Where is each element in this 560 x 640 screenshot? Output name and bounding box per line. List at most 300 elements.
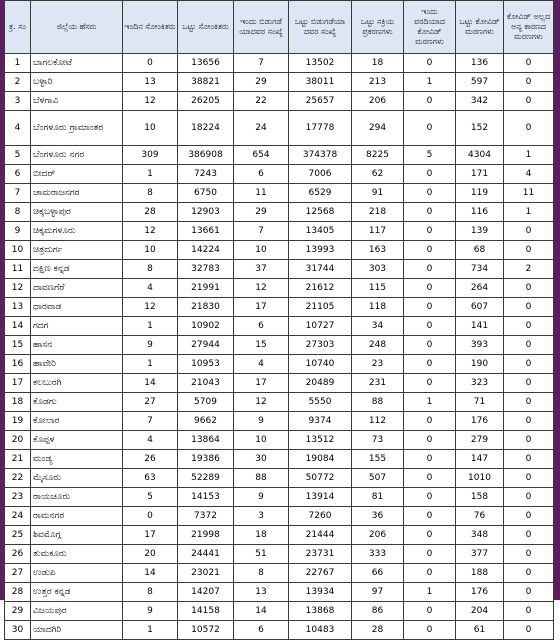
non-covid-deaths-cell: 0 — [504, 431, 554, 450]
table-row — [5, 336, 554, 355]
district-name-cell: ಉಡುಪಿ — [31, 564, 123, 583]
serial-no-cell: 10 — [5, 241, 31, 260]
discharged-today-cell: 37 — [234, 260, 289, 279]
total-cases-cell: 21998 — [178, 526, 234, 545]
total-discharged-cell: 13502 — [289, 54, 352, 73]
table-row — [5, 54, 554, 73]
todays-cases-cell: 63 — [123, 469, 178, 488]
serial-no-cell: 14 — [5, 317, 31, 336]
non-covid-deaths-cell: 0 — [504, 92, 554, 111]
discharged-today-cell: 88 — [234, 469, 289, 488]
total-cases-cell: 386908 — [178, 146, 234, 165]
todays-cases-cell: 14 — [123, 374, 178, 393]
todays-cases-cell: 13 — [123, 73, 178, 92]
district-name-cell: ಗದಗ — [31, 317, 123, 336]
deaths-today-cell: 0 — [404, 450, 456, 469]
total-deaths-cell: 734 — [456, 260, 504, 279]
discharged-today-cell: 51 — [234, 545, 289, 564]
deaths-today-cell: 0 — [404, 355, 456, 374]
total-discharged-cell: 7006 — [289, 165, 352, 184]
discharged-today-cell: 29 — [234, 73, 289, 92]
active-cases-cell: 218 — [352, 203, 404, 222]
table-row — [5, 165, 554, 184]
total-discharged-cell: 6529 — [289, 184, 352, 203]
total-discharged-cell: 374378 — [289, 146, 352, 165]
non-covid-deaths-cell: 0 — [504, 450, 554, 469]
serial-no-cell: 30 — [5, 621, 31, 640]
serial-no-cell: 22 — [5, 469, 31, 488]
active-cases-cell: 333 — [352, 545, 404, 564]
total-deaths-cell: 136 — [456, 54, 504, 73]
discharged-today-cell: 18 — [234, 526, 289, 545]
discharged-today-cell: 30 — [234, 450, 289, 469]
deaths-today-cell: 0 — [404, 336, 456, 355]
total-discharged-cell: 10727 — [289, 317, 352, 336]
total-discharged-cell: 21444 — [289, 526, 352, 545]
district-name-cell: ಕೊಪ್ಪಳ — [31, 431, 123, 450]
total-cases-cell: 14207 — [178, 583, 234, 602]
todays-cases-cell: 10 — [123, 241, 178, 260]
deaths-today-cell: 0 — [404, 488, 456, 507]
discharged-today-cell: 9 — [234, 488, 289, 507]
district-name-cell: ಬೀದರ್ — [31, 165, 123, 184]
serial-no-cell: 8 — [5, 203, 31, 222]
total-deaths-cell: 171 — [456, 165, 504, 184]
total-deaths-cell: 158 — [456, 488, 504, 507]
table-row — [5, 92, 554, 111]
deaths-today-cell: 0 — [404, 564, 456, 583]
todays-cases-cell: 17 — [123, 526, 178, 545]
total-cases-cell: 19386 — [178, 450, 234, 469]
total-deaths-cell: 119 — [456, 184, 504, 203]
discharged-today-cell: 12 — [234, 393, 289, 412]
total-cases-cell: 13656 — [178, 54, 234, 73]
total-cases-cell: 13864 — [178, 431, 234, 450]
active-cases-cell: 248 — [352, 336, 404, 355]
total-cases-cell: 26205 — [178, 92, 234, 111]
active-cases-cell: 294 — [352, 111, 404, 146]
district-name-cell: ಮೈಸೂರು — [31, 469, 123, 488]
deaths-today-cell: 1 — [404, 583, 456, 602]
table-row — [5, 526, 554, 545]
total-cases-cell: 38821 — [178, 73, 234, 92]
total-discharged-cell: 23731 — [289, 545, 352, 564]
table-row — [5, 393, 554, 412]
total-deaths-cell: 597 — [456, 73, 504, 92]
total-deaths-cell: 61 — [456, 621, 504, 640]
non-covid-deaths-cell: 4 — [504, 165, 554, 184]
non-covid-deaths-cell: 0 — [504, 583, 554, 602]
serial-no-cell: 4 — [5, 111, 31, 146]
active-cases-cell: 28 — [352, 621, 404, 640]
total-cases-cell: 32783 — [178, 260, 234, 279]
total-cases-cell: 14158 — [178, 602, 234, 621]
table-row — [5, 241, 554, 260]
district-name-cell: ಬೆಳಗಾವಿ — [31, 92, 123, 111]
serial-no-cell: 29 — [5, 602, 31, 621]
discharged-today-cell: 10 — [234, 431, 289, 450]
total-deaths-cell: 1010 — [456, 469, 504, 488]
total-deaths-cell: 141 — [456, 317, 504, 336]
serial-no-cell: 2 — [5, 73, 31, 92]
non-covid-deaths-cell: 1 — [504, 146, 554, 165]
todays-cases-cell: 9 — [123, 336, 178, 355]
serial-no-cell: 12 — [5, 279, 31, 298]
active-cases-cell: 62 — [352, 165, 404, 184]
header-district-name: ಜಿಲ್ಲೆಯ ಹೆಸರು — [31, 1, 123, 54]
todays-cases-cell: 12 — [123, 298, 178, 317]
non-covid-deaths-cell: 0 — [504, 73, 554, 92]
district-name-cell: ಕಲಬುರಗಿ — [31, 374, 123, 393]
total-discharged-cell: 31744 — [289, 260, 352, 279]
serial-no-cell: 23 — [5, 488, 31, 507]
discharged-today-cell: 11 — [234, 184, 289, 203]
active-cases-cell: 507 — [352, 469, 404, 488]
active-cases-cell: 112 — [352, 412, 404, 431]
district-name-cell: ಹಾಸನ — [31, 336, 123, 355]
total-discharged-cell: 13512 — [289, 431, 352, 450]
total-deaths-cell: 264 — [456, 279, 504, 298]
deaths-today-cell: 0 — [404, 54, 456, 73]
todays-cases-cell: 28 — [123, 203, 178, 222]
header-total-discharged: ಒಟ್ಟು ಬಿಡುಗಡೆಯಾ ದವರ ಸಂಖ್ಯೆ — [289, 1, 352, 54]
total-cases-cell: 6750 — [178, 184, 234, 203]
todays-cases-cell: 12 — [123, 92, 178, 111]
total-deaths-cell: 393 — [456, 336, 504, 355]
total-cases-cell: 10572 — [178, 621, 234, 640]
district-name-cell: ಬಾಗಲಕೋಟೆ — [31, 54, 123, 73]
deaths-today-cell: 0 — [404, 374, 456, 393]
total-discharged-cell: 21105 — [289, 298, 352, 317]
todays-cases-cell: 12 — [123, 222, 178, 241]
serial-no-cell: 26 — [5, 545, 31, 564]
discharged-today-cell: 17 — [234, 374, 289, 393]
discharged-today-cell: 7 — [234, 54, 289, 73]
header-total-deaths: ಒಟ್ಟು ಕೋವಿಡ್ ಮರಣಗಳು — [456, 1, 504, 54]
active-cases-cell: 155 — [352, 450, 404, 469]
discharged-today-cell: 9 — [234, 412, 289, 431]
total-discharged-cell: 13914 — [289, 488, 352, 507]
district-name-cell: ಚಿಕ್ಕಬಳ್ಳಾಪುರ — [31, 203, 123, 222]
total-cases-cell: 7243 — [178, 165, 234, 184]
todays-cases-cell: 8 — [123, 583, 178, 602]
serial-no-cell: 19 — [5, 412, 31, 431]
active-cases-cell: 303 — [352, 260, 404, 279]
total-discharged-cell: 7260 — [289, 507, 352, 526]
header-non-covid-deaths: ಕೋವಿಡ್ ಅಲ್ಲದ ಅನ್ಯ ಕಾರಣದ ಮರಣಗಳು — [504, 1, 554, 54]
active-cases-cell: 163 — [352, 241, 404, 260]
discharged-today-cell: 6 — [234, 317, 289, 336]
total-deaths-cell: 71 — [456, 393, 504, 412]
total-cases-cell: 9662 — [178, 412, 234, 431]
discharged-today-cell: 13 — [234, 583, 289, 602]
total-deaths-cell: 342 — [456, 92, 504, 111]
district-name-cell: ಮಂಡ್ಯ — [31, 450, 123, 469]
deaths-today-cell: 0 — [404, 507, 456, 526]
total-discharged-cell: 38011 — [289, 73, 352, 92]
total-deaths-cell: 176 — [456, 583, 504, 602]
active-cases-cell: 81 — [352, 488, 404, 507]
table-row — [5, 469, 554, 488]
district-name-cell: ವಿಜಯಪುರ — [31, 602, 123, 621]
table-row — [5, 621, 554, 640]
header-row — [5, 1, 554, 54]
total-deaths-cell: 4304 — [456, 146, 504, 165]
todays-cases-cell: 0 — [123, 507, 178, 526]
district-name-cell: ಹಾವೇರಿ — [31, 355, 123, 374]
todays-cases-cell: 4 — [123, 431, 178, 450]
district-name-cell: ತುಮಕೂರು — [31, 545, 123, 564]
serial-no-cell: 27 — [5, 564, 31, 583]
deaths-today-cell: 0 — [404, 412, 456, 431]
active-cases-cell: 34 — [352, 317, 404, 336]
total-deaths-cell: 68 — [456, 241, 504, 260]
total-cases-cell: 14153 — [178, 488, 234, 507]
district-name-cell: ಉತ್ತರ ಕನ್ನಡ — [31, 583, 123, 602]
todays-cases-cell: 0 — [123, 54, 178, 73]
total-cases-cell: 5709 — [178, 393, 234, 412]
active-cases-cell: 206 — [352, 526, 404, 545]
discharged-today-cell: 7 — [234, 222, 289, 241]
total-discharged-cell: 13405 — [289, 222, 352, 241]
active-cases-cell: 36 — [352, 507, 404, 526]
todays-cases-cell: 5 — [123, 488, 178, 507]
serial-no-cell: 5 — [5, 146, 31, 165]
todays-cases-cell: 7 — [123, 412, 178, 431]
serial-no-cell: 9 — [5, 222, 31, 241]
todays-cases-cell: 9 — [123, 602, 178, 621]
table-row — [5, 374, 554, 393]
deaths-today-cell: 0 — [404, 165, 456, 184]
total-cases-cell: 13661 — [178, 222, 234, 241]
total-deaths-cell: 279 — [456, 431, 504, 450]
district-name-cell: ಚಾಮರಾಜನಗರ — [31, 184, 123, 203]
total-discharged-cell: 20489 — [289, 374, 352, 393]
district-name-cell: ಯಾದಗಿರಿ — [31, 621, 123, 640]
total-cases-cell: 52289 — [178, 469, 234, 488]
non-covid-deaths-cell: 0 — [504, 621, 554, 640]
non-covid-deaths-cell: 0 — [504, 336, 554, 355]
total-cases-cell: 7372 — [178, 507, 234, 526]
active-cases-cell: 206 — [352, 92, 404, 111]
serial-no-cell: 3 — [5, 92, 31, 111]
total-deaths-cell: 323 — [456, 374, 504, 393]
discharged-today-cell: 4 — [234, 355, 289, 374]
serial-no-cell: 21 — [5, 450, 31, 469]
total-cases-cell: 23021 — [178, 564, 234, 583]
deaths-today-cell: 1 — [404, 73, 456, 92]
serial-no-cell: 7 — [5, 184, 31, 203]
active-cases-cell: 86 — [352, 602, 404, 621]
non-covid-deaths-cell: 11 — [504, 184, 554, 203]
total-cases-cell: 14224 — [178, 241, 234, 260]
header-total-cases: ಒಟ್ಟು ಸೋಂಕಿತರು — [178, 1, 234, 54]
table-row — [5, 488, 554, 507]
deaths-today-cell: 1 — [404, 393, 456, 412]
discharged-today-cell: 29 — [234, 203, 289, 222]
active-cases-cell: 88 — [352, 393, 404, 412]
non-covid-deaths-cell: 0 — [504, 374, 554, 393]
total-deaths-cell: 188 — [456, 564, 504, 583]
active-cases-cell: 213 — [352, 73, 404, 92]
total-deaths-cell: 607 — [456, 298, 504, 317]
non-covid-deaths-cell: 0 — [504, 545, 554, 564]
non-covid-deaths-cell: 0 — [504, 507, 554, 526]
table-row — [5, 431, 554, 450]
non-covid-deaths-cell: 0 — [504, 279, 554, 298]
total-cases-cell: 21830 — [178, 298, 234, 317]
deaths-today-cell: 0 — [404, 431, 456, 450]
total-discharged-cell: 13993 — [289, 241, 352, 260]
serial-no-cell: 18 — [5, 393, 31, 412]
total-discharged-cell: 17778 — [289, 111, 352, 146]
deaths-today-cell: 0 — [404, 184, 456, 203]
serial-no-cell: 6 — [5, 165, 31, 184]
total-cases-cell: 27944 — [178, 336, 234, 355]
total-deaths-cell: 190 — [456, 355, 504, 374]
discharged-today-cell: 6 — [234, 165, 289, 184]
todays-cases-cell: 8 — [123, 184, 178, 203]
total-deaths-cell: 76 — [456, 507, 504, 526]
non-covid-deaths-cell: 2 — [504, 260, 554, 279]
district-name-cell: ದಾವಣಗೆರೆ — [31, 279, 123, 298]
table-row — [5, 450, 554, 469]
active-cases-cell: 73 — [352, 431, 404, 450]
discharged-today-cell: 10 — [234, 241, 289, 260]
non-covid-deaths-cell: 0 — [504, 222, 554, 241]
table-row — [5, 412, 554, 431]
district-covid-table — [4, 0, 554, 640]
deaths-today-cell: 0 — [404, 602, 456, 621]
total-discharged-cell: 13934 — [289, 583, 352, 602]
district-name-cell: ಶಿವಮೊಗ್ಗ — [31, 526, 123, 545]
serial-no-cell: 20 — [5, 431, 31, 450]
total-cases-cell: 12903 — [178, 203, 234, 222]
todays-cases-cell: 10 — [123, 111, 178, 146]
total-deaths-cell: 176 — [456, 412, 504, 431]
active-cases-cell: 23 — [352, 355, 404, 374]
header-deaths-today: ಇಂದು ವರದಿಯಾದ ಕೋವಿಡ್ ಮರಣಗಳು — [404, 1, 456, 54]
serial-no-cell: 15 — [5, 336, 31, 355]
total-discharged-cell: 27303 — [289, 336, 352, 355]
total-cases-cell: 21043 — [178, 374, 234, 393]
total-discharged-cell: 50772 — [289, 469, 352, 488]
deaths-today-cell: 0 — [404, 526, 456, 545]
total-discharged-cell: 13868 — [289, 602, 352, 621]
total-discharged-cell: 10483 — [289, 621, 352, 640]
deaths-today-cell: 0 — [404, 469, 456, 488]
total-deaths-cell: 147 — [456, 450, 504, 469]
todays-cases-cell: 1 — [123, 355, 178, 374]
total-deaths-cell: 152 — [456, 111, 504, 146]
table-row — [5, 184, 554, 203]
deaths-today-cell: 0 — [404, 260, 456, 279]
non-covid-deaths-cell: 0 — [504, 317, 554, 336]
district-covid-table-sheet — [4, 0, 553, 635]
non-covid-deaths-cell: 1 — [504, 203, 554, 222]
total-discharged-cell: 19084 — [289, 450, 352, 469]
deaths-today-cell: 0 — [404, 111, 456, 146]
todays-cases-cell: 4 — [123, 279, 178, 298]
district-name-cell: ಧಾರವಾಡ — [31, 298, 123, 317]
non-covid-deaths-cell: 0 — [504, 412, 554, 431]
district-name-cell: ಕೊಡಗು — [31, 393, 123, 412]
active-cases-cell: 18 — [352, 54, 404, 73]
serial-no-cell: 28 — [5, 583, 31, 602]
total-deaths-cell: 377 — [456, 545, 504, 564]
active-cases-cell: 117 — [352, 222, 404, 241]
discharged-today-cell: 24 — [234, 111, 289, 146]
total-cases-cell: 18224 — [178, 111, 234, 146]
todays-cases-cell: 20 — [123, 545, 178, 564]
deaths-today-cell: 5 — [404, 146, 456, 165]
non-covid-deaths-cell: 0 — [504, 111, 554, 146]
district-name-cell: ರಾಯಚೂರು — [31, 488, 123, 507]
table-row — [5, 203, 554, 222]
total-cases-cell: 10902 — [178, 317, 234, 336]
table-row — [5, 111, 554, 146]
todays-cases-cell: 8 — [123, 260, 178, 279]
non-covid-deaths-cell: 0 — [504, 298, 554, 317]
deaths-today-cell: 0 — [404, 241, 456, 260]
table-body — [5, 54, 554, 640]
discharged-today-cell: 3 — [234, 507, 289, 526]
table-row — [5, 355, 554, 374]
total-discharged-cell: 9374 — [289, 412, 352, 431]
todays-cases-cell: 26 — [123, 450, 178, 469]
serial-no-cell: 1 — [5, 54, 31, 73]
todays-cases-cell: 27 — [123, 393, 178, 412]
table-row — [5, 602, 554, 621]
total-cases-cell: 21991 — [178, 279, 234, 298]
active-cases-cell: 97 — [352, 583, 404, 602]
district-name-cell: ಬಳ್ಳಾರಿ — [31, 73, 123, 92]
serial-no-cell: 13 — [5, 298, 31, 317]
todays-cases-cell: 1 — [123, 621, 178, 640]
discharged-today-cell: 22 — [234, 92, 289, 111]
table-row — [5, 279, 554, 298]
serial-no-cell: 11 — [5, 260, 31, 279]
total-discharged-cell: 5550 — [289, 393, 352, 412]
total-discharged-cell: 10740 — [289, 355, 352, 374]
non-covid-deaths-cell: 0 — [504, 488, 554, 507]
todays-cases-cell: 309 — [123, 146, 178, 165]
non-covid-deaths-cell: 0 — [504, 602, 554, 621]
deaths-today-cell: 0 — [404, 222, 456, 241]
active-cases-cell: 66 — [352, 564, 404, 583]
non-covid-deaths-cell: 0 — [504, 241, 554, 260]
deaths-today-cell: 0 — [404, 92, 456, 111]
discharged-today-cell: 6 — [234, 621, 289, 640]
header-serial-no: ಕ್ರ. ಸಂ — [5, 1, 31, 54]
todays-cases-cell: 1 — [123, 317, 178, 336]
non-covid-deaths-cell: 0 — [504, 526, 554, 545]
table-row — [5, 545, 554, 564]
table-row — [5, 317, 554, 336]
table-row — [5, 222, 554, 241]
district-name-cell: ಚಿತ್ರದುರ್ಗ — [31, 241, 123, 260]
total-deaths-cell: 116 — [456, 203, 504, 222]
deaths-today-cell: 0 — [404, 203, 456, 222]
discharged-today-cell: 15 — [234, 336, 289, 355]
district-name-cell: ಬೆಂಗಳೂರು ನಗರ — [31, 146, 123, 165]
total-deaths-cell: 204 — [456, 602, 504, 621]
discharged-today-cell: 17 — [234, 298, 289, 317]
deaths-today-cell: 0 — [404, 621, 456, 640]
todays-cases-cell: 1 — [123, 165, 178, 184]
active-cases-cell: 8225 — [352, 146, 404, 165]
header-active-cases: ಒಟ್ಟು ಸಕ್ರಿಯ ಪ್ರಕರಣಗಳು — [352, 1, 404, 54]
